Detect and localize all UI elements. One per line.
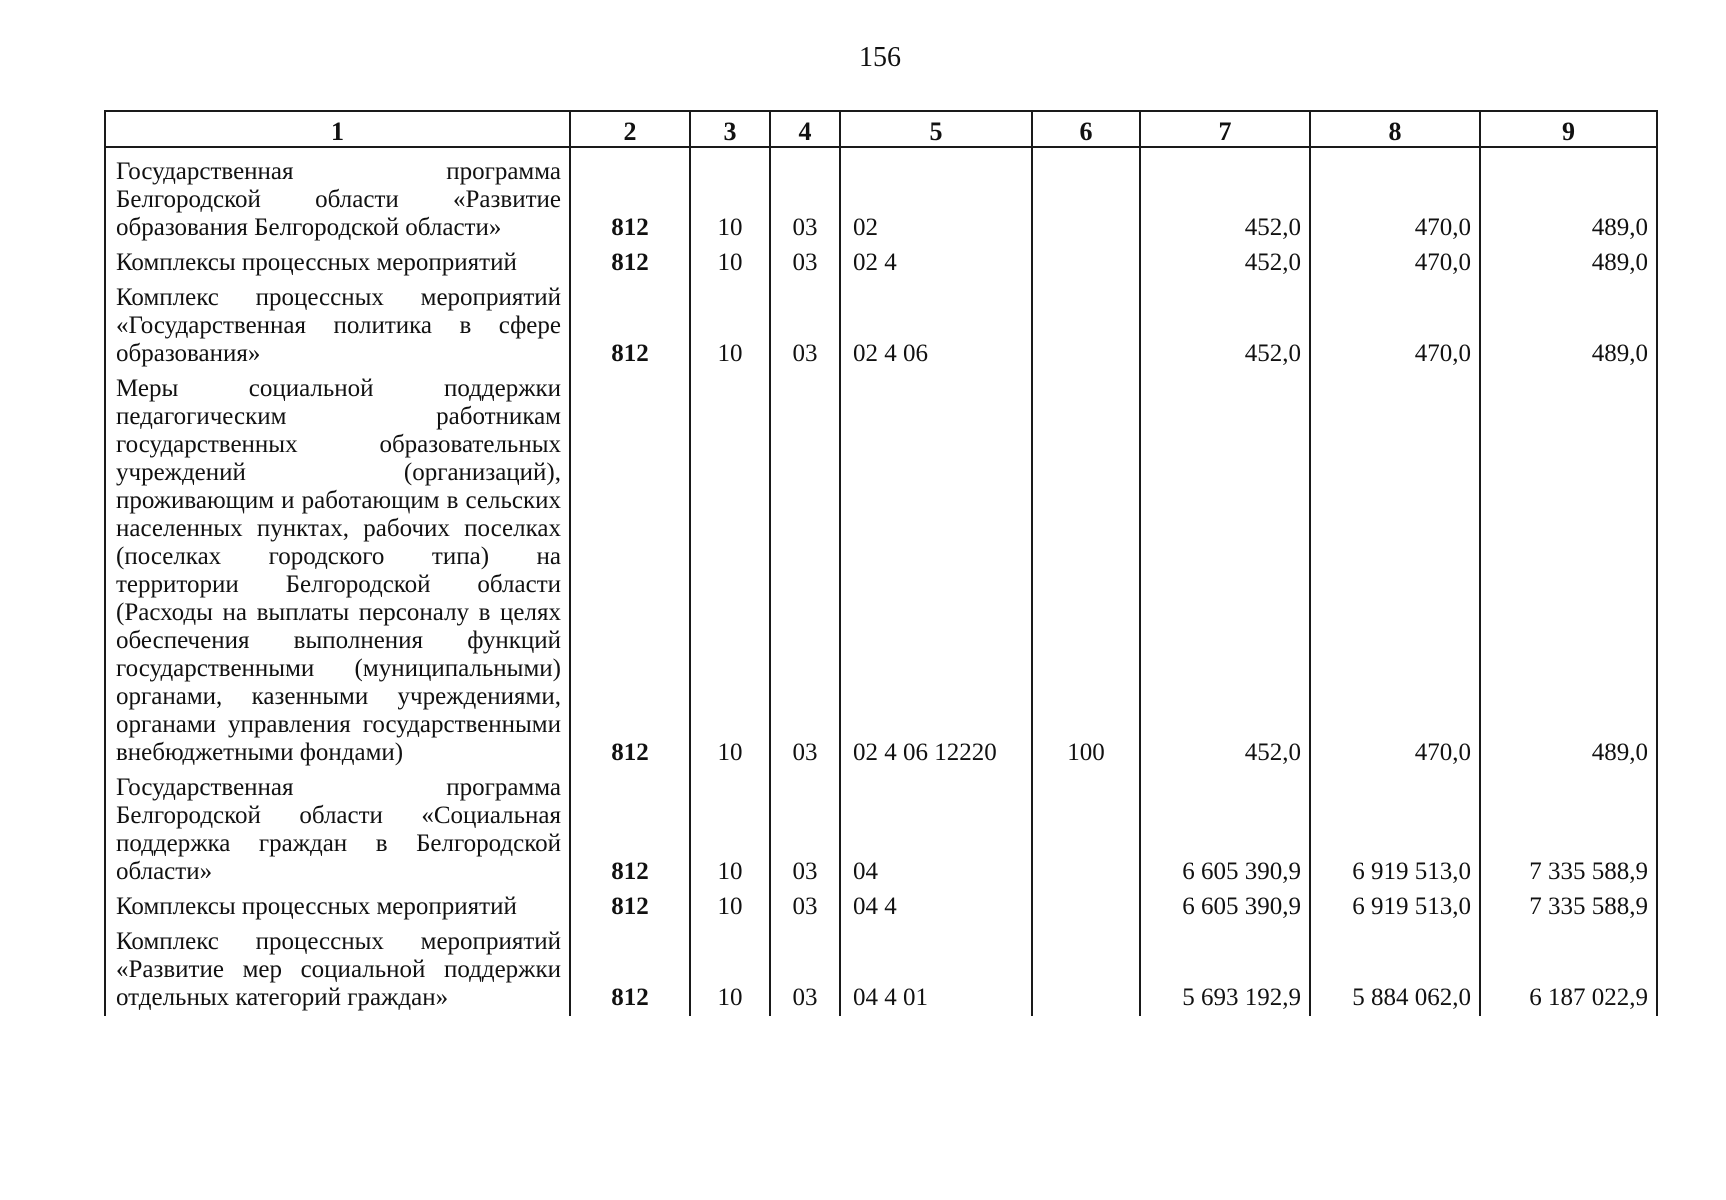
row-amount-year-1: 452,0 <box>1140 147 1310 246</box>
row-expense-type <box>1032 771 1140 890</box>
row-admin-code: 812 <box>570 925 690 1016</box>
row-amount-year-1: 452,0 <box>1140 372 1310 771</box>
row-expense-type <box>1032 147 1140 246</box>
row-admin-code: 812 <box>570 281 690 372</box>
row-target-article: 02 <box>840 147 1032 246</box>
row-expense-type <box>1032 246 1140 281</box>
row-amount-year-1: 6 605 390,9 <box>1140 771 1310 890</box>
row-amount-year-3: 489,0 <box>1480 147 1657 246</box>
row-amount-year-2: 470,0 <box>1310 147 1480 246</box>
row-subsection-code: 03 <box>770 372 840 771</box>
row-expense-type: 100 <box>1032 372 1140 771</box>
row-amount-year-3: 7 335 588,9 <box>1480 890 1657 925</box>
row-name: Комплексы процессных мероприятий <box>105 890 570 925</box>
row-target-article: 02 4 06 <box>840 281 1032 372</box>
row-subsection-code: 03 <box>770 925 840 1016</box>
column-header-name: 1 <box>105 111 570 147</box>
row-amount-year-1: 452,0 <box>1140 246 1310 281</box>
table-row <box>105 246 1657 281</box>
table-row <box>105 771 1657 890</box>
row-amount-year-2: 470,0 <box>1310 246 1480 281</box>
row-amount-year-2: 470,0 <box>1310 372 1480 771</box>
table-row <box>105 925 1657 1016</box>
budget-table <box>104 110 1658 1016</box>
row-section-code: 10 <box>690 925 770 1016</box>
row-admin-code: 812 <box>570 147 690 246</box>
row-section-code: 10 <box>690 281 770 372</box>
row-admin-code: 812 <box>570 246 690 281</box>
table-row <box>105 147 1657 246</box>
column-header-section: 3 <box>690 111 770 147</box>
row-amount-year-1: 5 693 192,9 <box>1140 925 1310 1016</box>
column-header-year-3: 9 <box>1480 111 1657 147</box>
row-amount-year-2: 6 919 513,0 <box>1310 771 1480 890</box>
row-amount-year-1: 6 605 390,9 <box>1140 890 1310 925</box>
row-target-article: 04 4 <box>840 890 1032 925</box>
row-expense-type <box>1032 890 1140 925</box>
row-amount-year-3: 489,0 <box>1480 281 1657 372</box>
row-amount-year-3: 489,0 <box>1480 246 1657 281</box>
column-header-year-1: 7 <box>1140 111 1310 147</box>
row-amount-year-2: 6 919 513,0 <box>1310 890 1480 925</box>
row-section-code: 10 <box>690 147 770 246</box>
row-section-code: 10 <box>690 372 770 771</box>
row-name: Меры социальной поддержки педагогическим работникам государственных образовательных учреждений (организаций), проживающим и работающим в сельских населенных пунктах, рабочих поселках (поселках городского типа) на территории Белгородской области (Расходы на выплаты персоналу в целях обеспечения выполнения функций государственными (муниципальными) органами, казенными учреждениями, органами управления государственными внебюджетными фондами) <box>105 372 570 771</box>
row-expense-type <box>1032 925 1140 1016</box>
column-header-subsection: 4 <box>770 111 840 147</box>
table-row <box>105 281 1657 372</box>
row-subsection-code: 03 <box>770 147 840 246</box>
column-header-year-2: 8 <box>1310 111 1480 147</box>
page-number: 156 <box>859 42 901 73</box>
row-subsection-code: 03 <box>770 246 840 281</box>
row-target-article: 02 4 <box>840 246 1032 281</box>
row-amount-year-3: 7 335 588,9 <box>1480 771 1657 890</box>
row-target-article: 02 4 06 12220 <box>840 372 1032 771</box>
row-section-code: 10 <box>690 890 770 925</box>
column-header-target-article: 5 <box>840 111 1032 147</box>
row-amount-year-3: 489,0 <box>1480 372 1657 771</box>
row-subsection-code: 03 <box>770 281 840 372</box>
table-row <box>105 890 1657 925</box>
row-admin-code: 812 <box>570 771 690 890</box>
row-subsection-code: 03 <box>770 771 840 890</box>
row-name: Комплекс процессных мероприятий «Развитие мер социальной поддержки отдельных категорий граждан» <box>105 925 570 1016</box>
column-header-admin: 2 <box>570 111 690 147</box>
row-amount-year-3: 6 187 022,9 <box>1480 925 1657 1016</box>
row-admin-code: 812 <box>570 372 690 771</box>
row-name: Комплекс процессных мероприятий «Государственная политика в сфере образования» <box>105 281 570 372</box>
row-target-article: 04 4 01 <box>840 925 1032 1016</box>
row-admin-code: 812 <box>570 890 690 925</box>
table-row <box>105 372 1657 771</box>
row-expense-type <box>1032 281 1140 372</box>
row-section-code: 10 <box>690 771 770 890</box>
row-name: Государственная программа Белгородской области «Развитие образования Белгородской области» <box>105 147 570 246</box>
row-target-article: 04 <box>840 771 1032 890</box>
row-amount-year-2: 5 884 062,0 <box>1310 925 1480 1016</box>
row-name: Государственная программа Белгородской области «Социальная поддержка граждан в Белгородской области» <box>105 771 570 890</box>
row-amount-year-1: 452,0 <box>1140 281 1310 372</box>
row-subsection-code: 03 <box>770 890 840 925</box>
column-header-expense-type: 6 <box>1032 111 1140 147</box>
row-name: Комплексы процессных мероприятий <box>105 246 570 281</box>
row-section-code: 10 <box>690 246 770 281</box>
header-row <box>105 111 1657 147</box>
row-amount-year-2: 470,0 <box>1310 281 1480 372</box>
